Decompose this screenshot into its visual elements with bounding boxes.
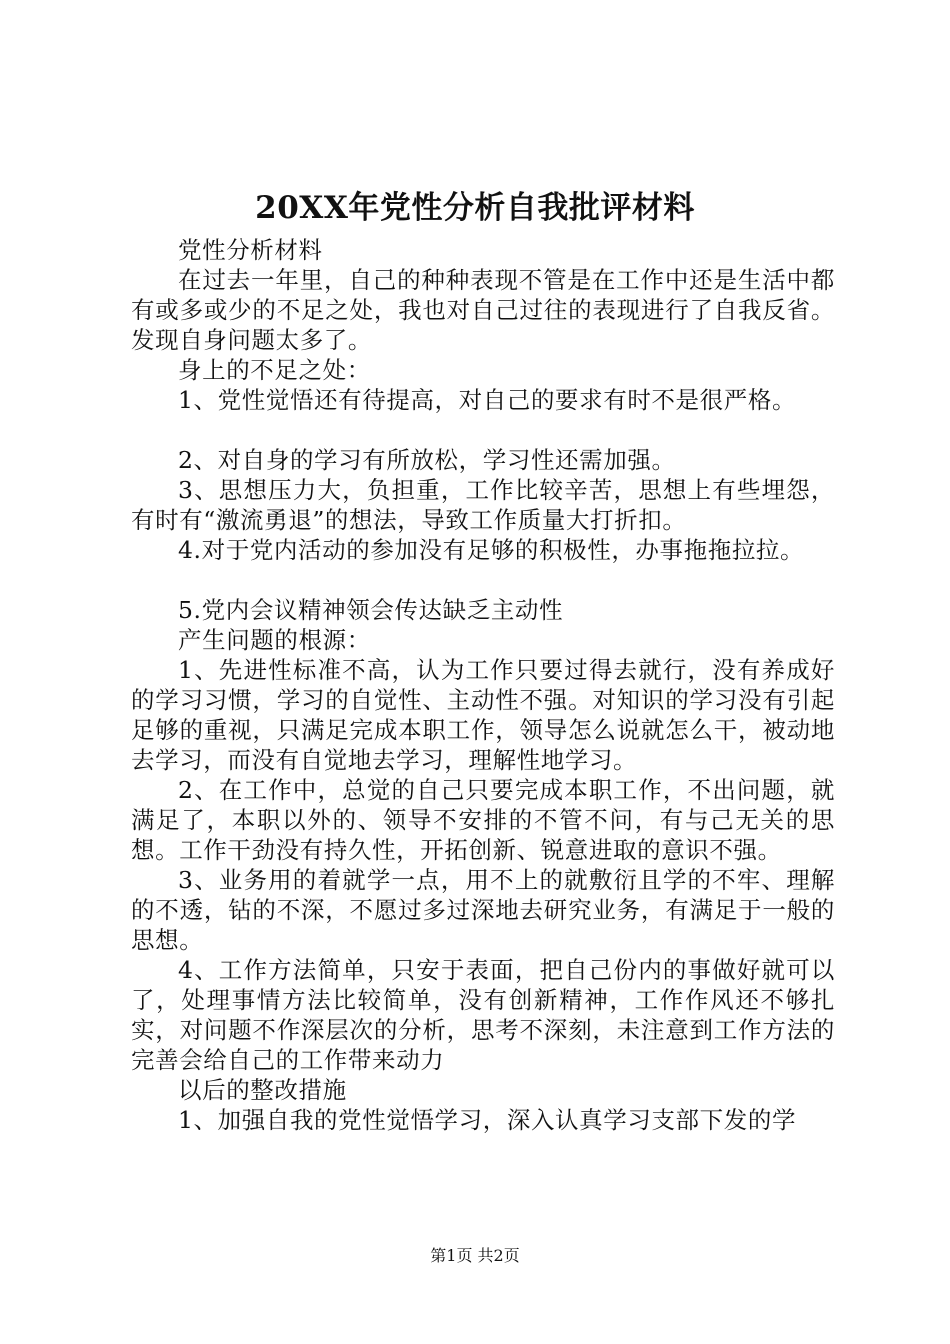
paragraph-list-item: 4、工作方法简单，只安于表面，把自己份内的事做好就可以了，处理事情方法比较简单，没有创新精神，工作作风还不够扎实，对问题不作深层次的分析，思考不深刻，未注意到工作方法的完善会给自己的工作带来动力 xyxy=(131,956,835,1074)
paragraph-heading: 党性分析材料 xyxy=(178,236,323,264)
paragraph-list-item: 3、思想压力大，负担重，工作比较辛苦，思想上有些埋怨，有时有“激流勇退”的想法，导致工作质量大打折扣。 xyxy=(131,476,835,534)
paragraph-list-item: 1、加强自我的党性觉悟学习，深入认真学习支部下发的学 xyxy=(178,1106,797,1134)
paragraph-list-item: 1、党性觉悟还有待提高，对自己的要求有时不是很严格。 xyxy=(178,386,797,414)
paragraph-list-item: 2、对自身的学习有所放松，学习性还需加强。 xyxy=(178,446,676,474)
paragraph-section-heading: 身上的不足之处： xyxy=(178,356,371,384)
paragraph-section-heading: 以后的整改措施 xyxy=(178,1076,347,1104)
paragraph-list-item: 5.党内会议精神领会传达缺乏主动性 xyxy=(178,596,564,624)
paragraph-list-item: 1、先进性标准不高，认为工作只要过得去就行，没有养成好的学习习惯，学习的自觉性、主动性不强。对知识的学习没有引起足够的重视，只满足完成本职工作，领导怎么说就怎么干，被动地去学习，而没有自觉地去学习，理解性地学习。 xyxy=(131,656,835,774)
paragraph-list-item: 2、在工作中，总觉的自己只要完成本职工作，不出问题，就满足了，本职以外的、领导不安排的不管不问，有与己无关的思想。工作干劲没有持久性，开拓创新、锐意进取的意识不强。 xyxy=(131,776,835,864)
page-number-footer: 第1页 共2页 xyxy=(430,1246,520,1265)
paragraph: 在过去一年里，自己的种种表现不管是在工作中还是生活中都有或多或少的不足之处，我也对自己过往的表现进行了自我反省。发现自身问题太多了。 xyxy=(131,266,835,354)
document-body xyxy=(131,235,835,1135)
paragraph-list-item: 4.对于党内活动的参加没有足够的积极性，办事拖拖拉拉。 xyxy=(178,536,805,564)
paragraph-section-heading: 产生问题的根源： xyxy=(178,626,371,654)
document-title: 20XX年党性分析自我批评材料 xyxy=(255,190,695,226)
paragraph-list-item: 3、业务用的着就学一点，用不上的就敷衍且学的不牢、理解的不透，钻的不深，不愿过多过深地去研究业务，有满足于一般的思想。 xyxy=(131,866,835,954)
